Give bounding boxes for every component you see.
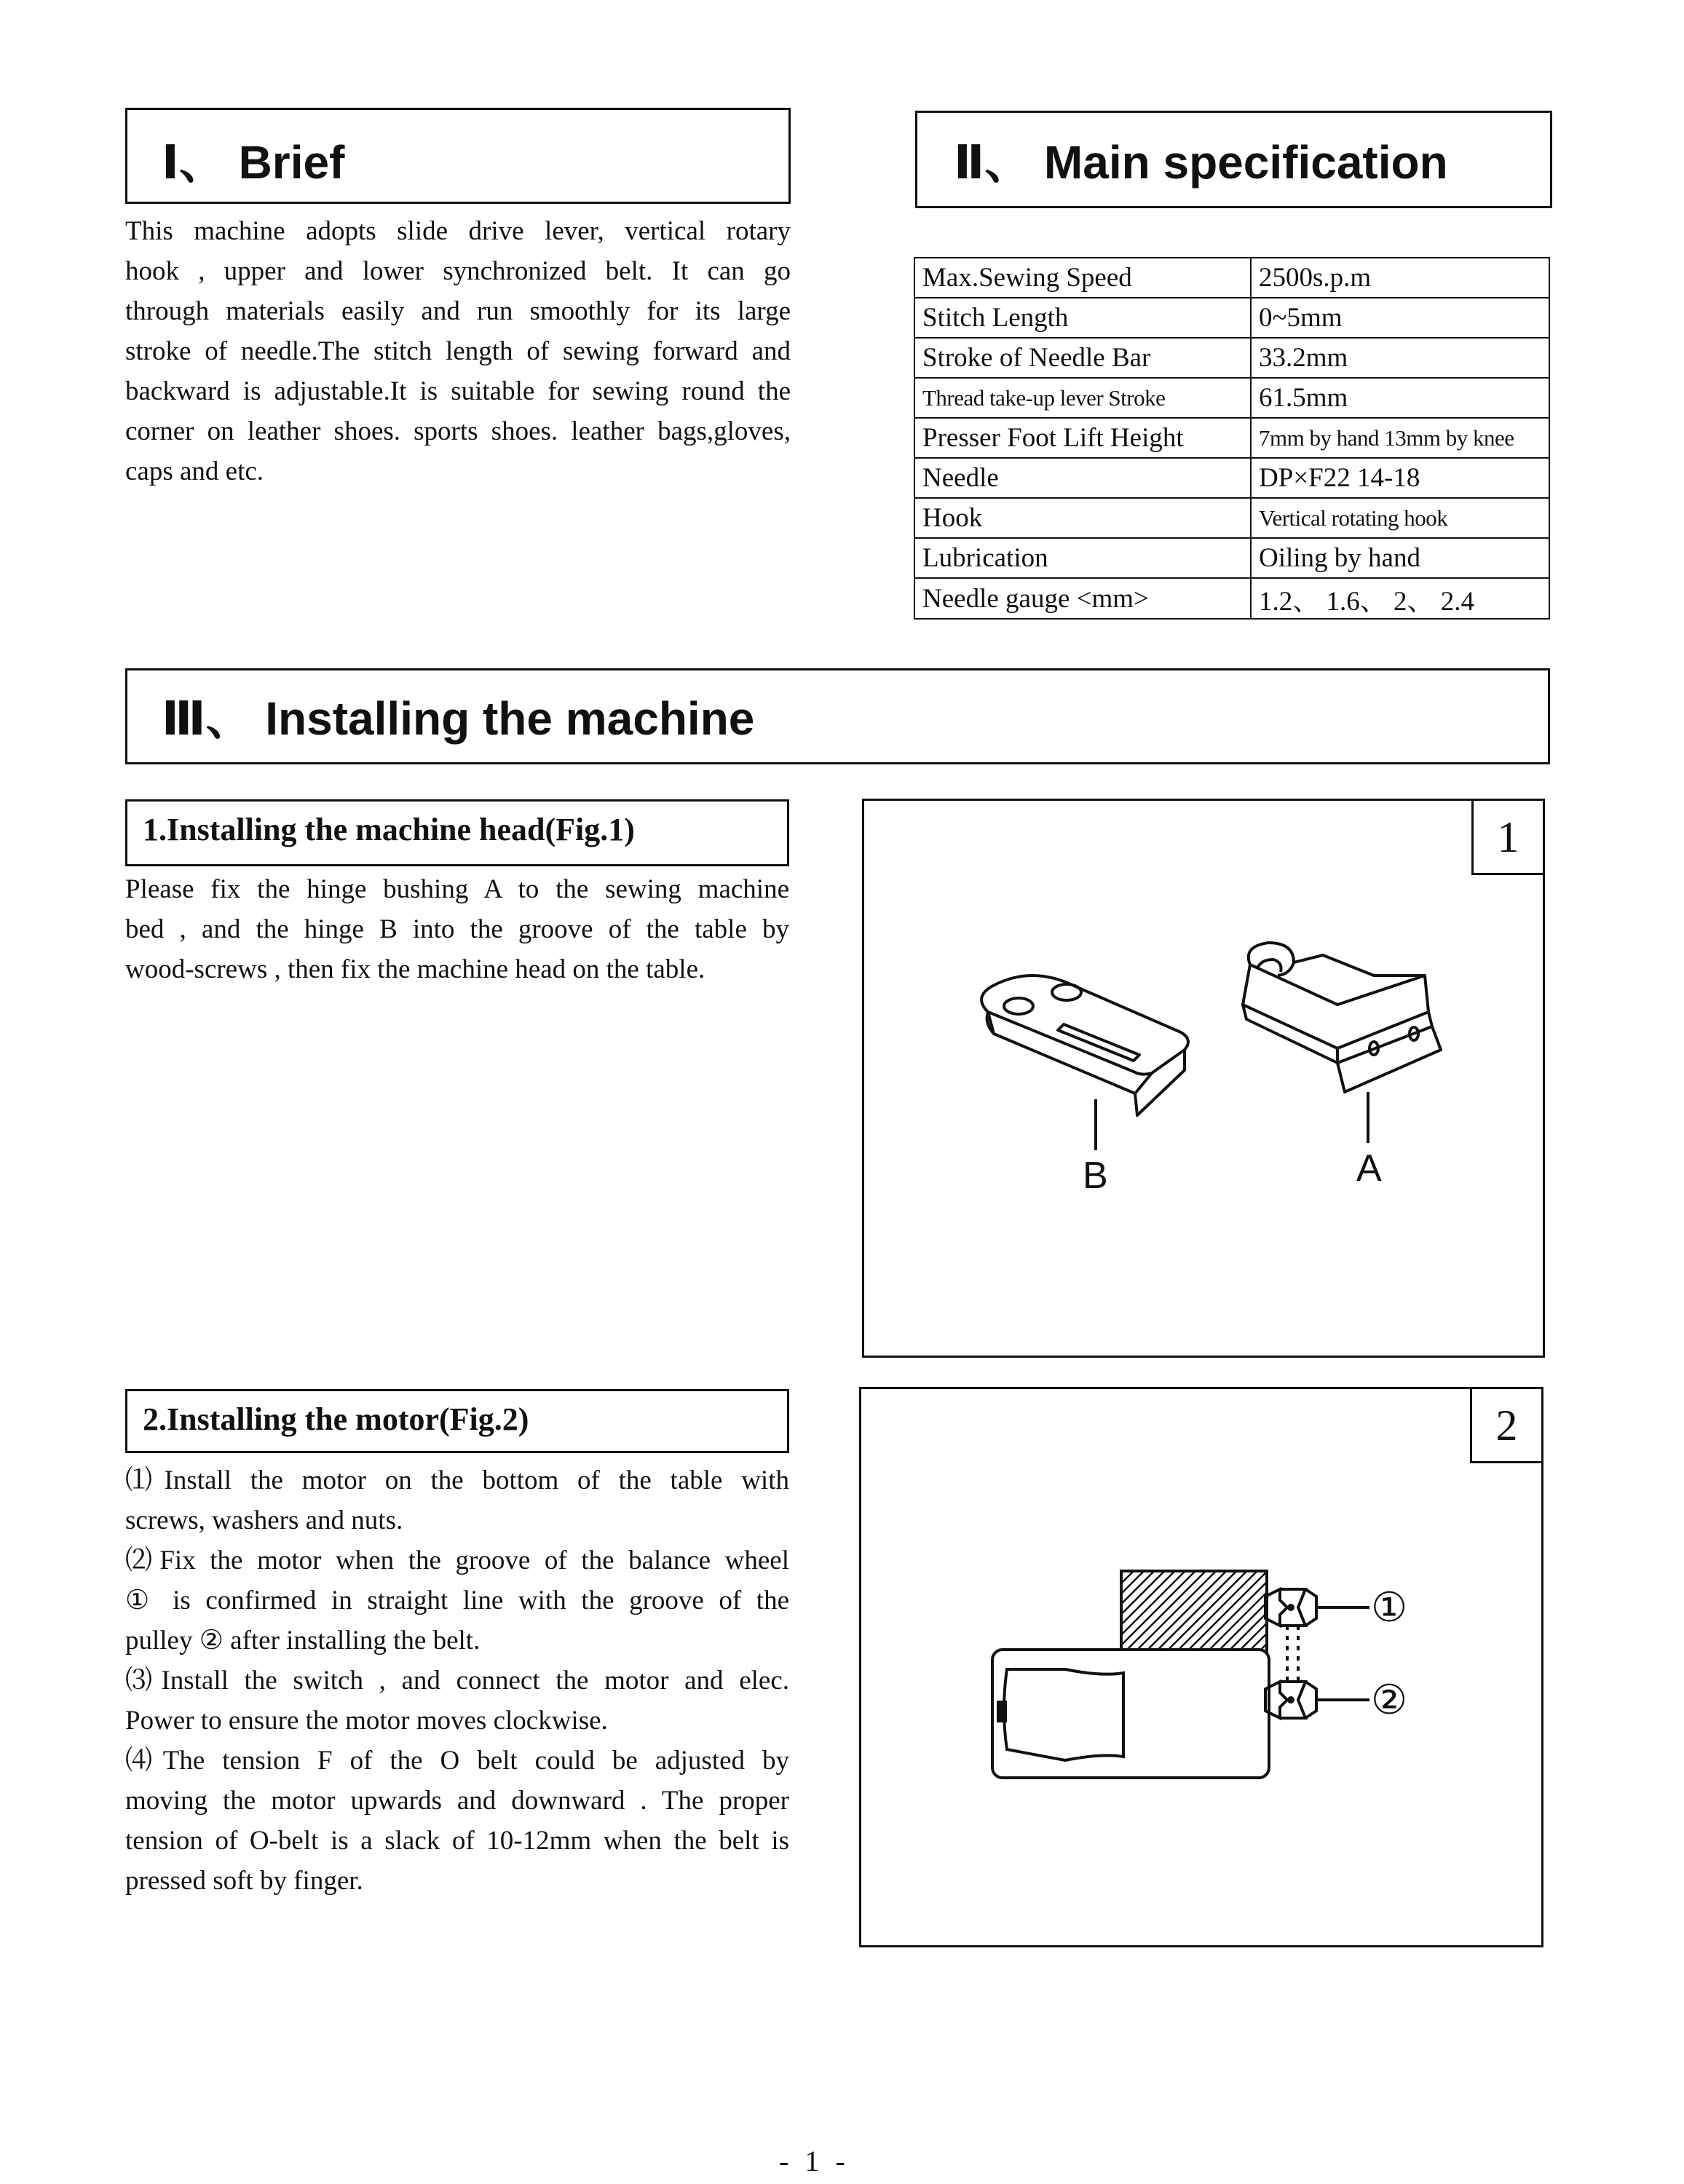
callout-pulley: ② bbox=[1371, 1677, 1408, 1724]
spec-row bbox=[914, 338, 1549, 378]
motor-pulley bbox=[1265, 1682, 1316, 1718]
spec-label: Stitch Length bbox=[914, 298, 1251, 338]
brief-title: Ⅰ、 Brief bbox=[162, 136, 345, 189]
spec-label: Stroke of Needle Bar bbox=[914, 338, 1251, 378]
hinge-a-label: A bbox=[1356, 1147, 1382, 1190]
brief-line: caps and etc. bbox=[125, 456, 264, 486]
head-line: Please fix the hinge bushing A to the sewing machine bbox=[125, 874, 789, 904]
motor-subtitle: 2.Installing the motor(Fig.2) bbox=[143, 1401, 529, 1437]
spec-value: 2500s.p.m bbox=[1251, 258, 1549, 298]
motor-line: ⑶Install the switch , and connect the motor and elec. bbox=[125, 1666, 789, 1696]
spec-row bbox=[914, 538, 1549, 578]
spec-value: 7mm by hand 13mm by knee bbox=[1251, 418, 1549, 458]
callout-balance-wheel: ① bbox=[1371, 1584, 1408, 1631]
spec-value: 61.5mm bbox=[1251, 378, 1549, 418]
spec-value: 1.2、 1.6、 2、 2.4 bbox=[1251, 578, 1549, 619]
spec-value: DP×F22 14-18 bbox=[1251, 458, 1549, 498]
hinge-b-drawing bbox=[981, 976, 1188, 1150]
motor-line: tension of O-belt is a slack of 10-12mm when the belt is bbox=[125, 1826, 789, 1856]
hinge-a-drawing bbox=[1243, 943, 1441, 1143]
head-line: bed , and the hinge B into the groove of the table by bbox=[125, 914, 789, 944]
spec-label: Max.Sewing Speed bbox=[914, 258, 1251, 298]
spec-label: Presser Foot Lift Height bbox=[914, 418, 1251, 458]
motor-line: pressed soft by finger. bbox=[125, 1866, 363, 1896]
motor-line: screws, washers and nuts. bbox=[125, 1506, 403, 1535]
spec-row bbox=[914, 578, 1549, 619]
motor-line: moving the motor upwards and downward . The proper bbox=[125, 1786, 789, 1816]
brief-line: hook , upper and lower synchronized belt. It can go bbox=[125, 256, 791, 286]
hinge-b-label: B bbox=[1083, 1155, 1108, 1197]
spec-row bbox=[914, 418, 1549, 458]
motor-line: pulley ② after installing the belt. bbox=[125, 1626, 481, 1655]
figure-1 bbox=[862, 799, 1545, 1358]
page-number: - 1 - bbox=[779, 2145, 850, 2177]
spec-value: 0~5mm bbox=[1251, 298, 1549, 338]
brief-line: corner on leather shoes. sports shoes. leather bags,gloves, bbox=[125, 416, 791, 446]
spec-label: Needle bbox=[914, 458, 1251, 498]
balance-wheel bbox=[1265, 1589, 1316, 1626]
spec-value: 33.2mm bbox=[1251, 338, 1549, 378]
motor-paragraph bbox=[125, 1460, 789, 1901]
motor-line: ⑷The tension F of the O belt could be adjusted by bbox=[125, 1746, 789, 1776]
spec-row bbox=[914, 378, 1549, 418]
figure-2 bbox=[859, 1387, 1543, 1947]
hinge-illustration bbox=[864, 801, 1547, 1360]
brief-line: through materials easily and run smoothly for its large bbox=[125, 296, 791, 326]
motor-line: ⑴Install the motor on the bottom of the table with bbox=[125, 1465, 789, 1495]
head-subtitle: 1.Installing the machine head(Fig.1) bbox=[143, 812, 635, 847]
brief-paragraph bbox=[125, 211, 791, 491]
head-paragraph bbox=[125, 869, 789, 989]
brief-line: This machine adopts slide drive lever, vertical rotary bbox=[125, 216, 791, 246]
spec-value: Vertical rotating hook bbox=[1251, 498, 1549, 538]
brief-line: backward is adjustable.It is suitable for sewing round the bbox=[125, 376, 791, 406]
spec-row bbox=[914, 458, 1549, 498]
spec-label: Thread take-up lever Stroke bbox=[914, 378, 1251, 418]
motor-line: Power to ensure the motor moves clockwise. bbox=[125, 1706, 608, 1736]
head-line: wood-screws , then fix the machine head on the table. bbox=[125, 954, 705, 984]
spec-label: Hook bbox=[914, 498, 1251, 538]
spec-title: Ⅱ、 Main specification bbox=[954, 136, 1448, 189]
install-title: Ⅲ、 Installing the machine bbox=[162, 692, 755, 745]
brief-line: stroke of needle.The stitch length of sewing forward and bbox=[125, 336, 791, 366]
spec-row bbox=[914, 258, 1549, 298]
spec-label: Needle gauge <mm> bbox=[914, 578, 1251, 619]
figure-2-number: 2 bbox=[1470, 1389, 1541, 1463]
spec-table bbox=[914, 257, 1550, 620]
spec-row bbox=[914, 498, 1549, 538]
figure-1-number: 1 bbox=[1471, 801, 1543, 875]
motor-line: ① is confirmed in straight line with the groove of the bbox=[125, 1586, 789, 1615]
spec-label: Lubrication bbox=[914, 538, 1251, 578]
motor-illustration bbox=[861, 1389, 1546, 1950]
motor-line: ⑵Fix the motor when the groove of the balance wheel bbox=[125, 1546, 789, 1575]
table-section bbox=[1121, 1571, 1267, 1651]
spec-value: Oiling by hand bbox=[1251, 538, 1549, 578]
spec-row bbox=[914, 298, 1549, 338]
